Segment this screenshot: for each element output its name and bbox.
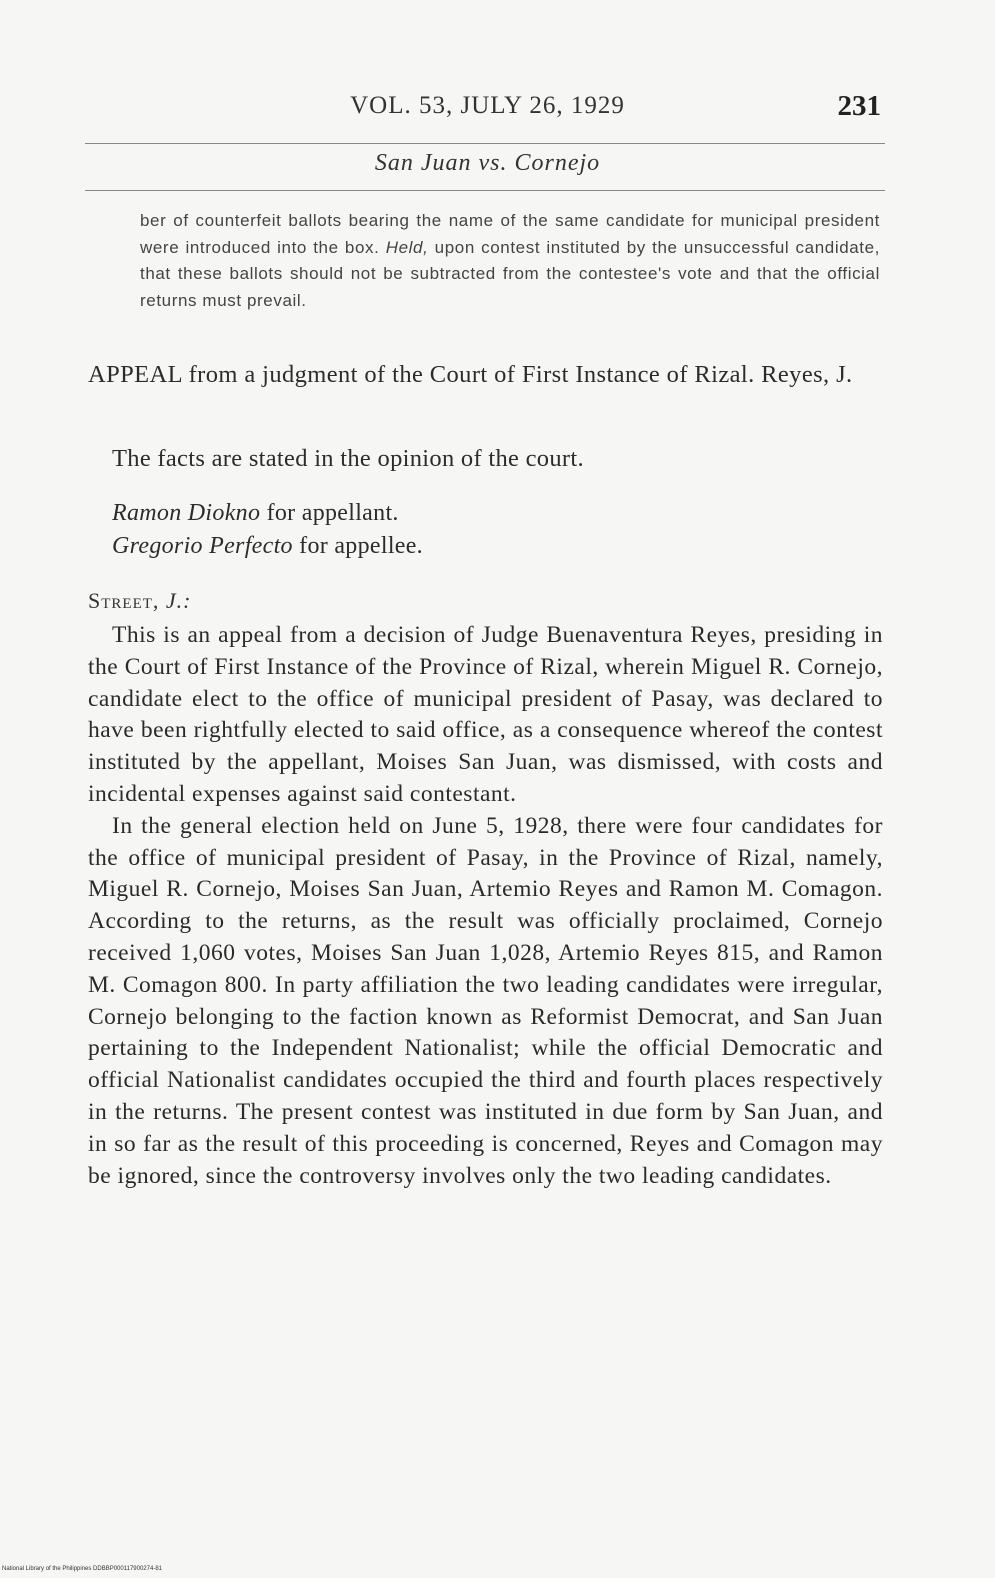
volume-line: VOL. 53, JULY 26, 1929: [350, 92, 625, 119]
justice-heading: [88, 588, 191, 614]
counsel-role: for appellee.: [299, 533, 423, 559]
library-footer: National Library of the Philippines DDBBP000117900274-81: [2, 1566, 162, 1572]
counsel-role: for appellant.: [266, 500, 399, 526]
counsel-name: Gregorio Perfecto: [112, 533, 293, 559]
syllabus: [140, 208, 880, 314]
counsel-appellant: [112, 500, 892, 527]
opinion-paragraph: In the general election held on June 5, 1928, there were four candidates for the office of municipal president of Pasay, in the Province of Rizal, namely, Miguel R. Cornejo, Moises San Juan, Artemio Reyes and Ramon M. Comagon. According to the returns, as the result was officially proclaimed, Cornejo received 1,060 votes, Moises San Juan 1,028, Artemio Reyes 815, and Ramon M. Comagon 800. In party affiliation the two leading candidates were irregular, Cornejo belonging to the faction known as Reformist Democrat, and San Juan pertaining to the Independent Nationalist; while the official Democratic and official Nationalist candidates occupied the third and fourth places respectively in the returns. The present contest was instituted in due form by San Juan, and in so far as the result of this proceeding is concerned, Reyes and Comagon may be ignored, since the controversy involves only the two leading candidates.: [88, 812, 883, 1189]
header-rule-bottom: [85, 190, 885, 191]
counsel-name: Ramon Diokno: [112, 500, 261, 526]
syllabus-rest: upon contest instituted by the unsuccessful candidate, that these ballots should not be subtracted from the contestee's vote and that the official returns must prevail.: [140, 237, 881, 310]
justice-suffix: J.:: [165, 588, 192, 613]
running-head: [90, 92, 885, 132]
case-title: San Juan vs. Cornejo: [374, 150, 601, 176]
opinion-body: [88, 620, 883, 1192]
header-rule-top: [85, 143, 885, 144]
page-number: 231: [837, 90, 881, 122]
facts-line: The facts are stated in the opinion of the court.: [112, 445, 584, 472]
syllabus-lead: ber of counterfeit ballots bearing the name of the same candidate for municipal president were introduced into the box.: [140, 211, 880, 257]
counsel-appellee: [112, 533, 892, 560]
appeal-line: APPEAL from a judgment of the Court of First Instance of Rizal. Reyes, J.: [88, 361, 853, 388]
justice-name: Street,: [88, 588, 160, 613]
opinion-paragraph: This is an appeal from a decision of Judge Buenaventura Reyes, presiding in the Court of First Instance of the Province of Rizal, wherein Miguel R. Cornejo, candidate elect to the office of municipal president of Pasay, was declared to have been rightfully elected to said office, as a consequence whereof the contest instituted by the appellant, Moises San Juan, was dismissed, with costs and incidental expenses against said contestant.: [88, 622, 883, 807]
syllabus-held: Held,: [385, 237, 429, 257]
